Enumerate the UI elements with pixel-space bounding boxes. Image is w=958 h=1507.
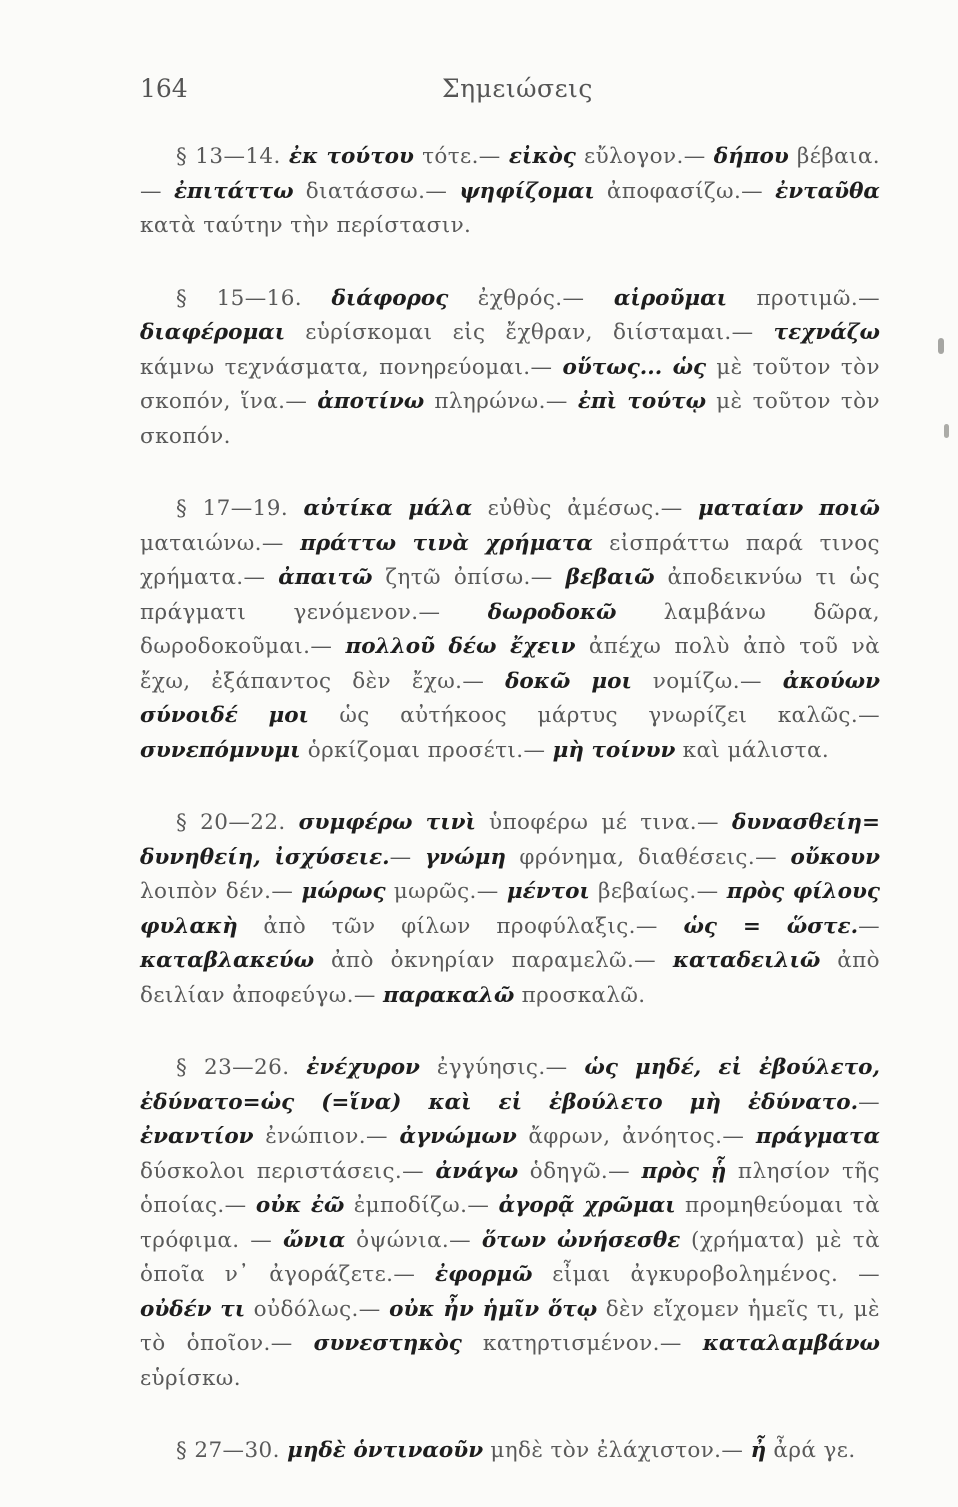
- gloss-text: καὶ μάλιστα.: [675, 737, 830, 763]
- glossed-term: ἐφορμῶ: [435, 1262, 533, 1287]
- gloss-text: εἶμαι ἀγκυροβολημένος. —: [532, 1262, 880, 1287]
- glossed-term: δοκῶ μοι: [505, 668, 632, 694]
- bleed-through-mark: [944, 424, 949, 438]
- gloss-text: βεβαίως.—: [589, 879, 727, 904]
- gloss-text: φρόνημα, διαθέσεις.—: [505, 844, 791, 870]
- bleed-through-mark: [938, 338, 944, 354]
- glossed-term: ἐπὶ τούτῳ: [577, 389, 707, 414]
- gloss-text: εὑρίσκομαι εἰς ἔχθραν, διίσταμαι.—: [285, 320, 774, 345]
- glossed-term: οὔκουν: [790, 844, 880, 870]
- gloss-text: ὁρκίζομαι προσέτι.—: [300, 737, 553, 763]
- glossed-term: αὐτίκα μάλα: [303, 496, 473, 521]
- gloss-text: δύσκολοι περιστάσεις.—: [140, 1158, 436, 1184]
- gloss-text: ἀπὸ τῶν φίλων προφύλαξις.—: [237, 913, 684, 939]
- glossed-term: ἀκούων σύνοιδέ μοι: [140, 668, 881, 728]
- glossed-term: διαφέρομαι: [140, 320, 286, 345]
- gloss-text: πλησίον τῆς ὁποίας.—: [140, 1158, 880, 1218]
- gloss-text: λαμβάνω δῶρα, δωροδοκοῦμαι.—: [140, 599, 880, 659]
- gloss-text: ὡς αὐτήκοος μάρτυς γνωρίζει καλῶς.—: [308, 703, 880, 728]
- glossed-term: αἱροῦμαι: [613, 285, 728, 311]
- gloss-text: τότε.—: [413, 144, 509, 169]
- glossed-term: συνεστηκὸς: [313, 1331, 462, 1356]
- glossed-term: μέντοι: [506, 879, 590, 904]
- glossed-term: ἐπιτάττω: [173, 178, 294, 204]
- page-number: 164: [140, 74, 188, 103]
- running-title: Σημειώσεις: [442, 74, 593, 103]
- gloss-text: ἀποφασίζω.—: [594, 178, 776, 204]
- gloss-text: προμηθεύομαι τὰ τρόφιμα. —: [140, 1193, 880, 1253]
- gloss-text: —: [858, 913, 880, 939]
- glossed-term: συνεπόμνυμι: [140, 737, 301, 763]
- gloss-text: κατηρτισμένον.—: [461, 1331, 703, 1356]
- note-paragraph: [140, 806, 880, 1013]
- glossed-term: εἰκὸς: [508, 144, 576, 169]
- glossed-term: διάφορος: [331, 285, 449, 311]
- gloss-text: ἀπὸ δειλίαν ἀποφεύγω.—: [140, 948, 880, 1008]
- glossed-term: πράττω τινὰ χρήματα: [300, 530, 593, 556]
- glossed-term: ἐκ τούτου: [288, 144, 414, 169]
- gloss-text: μηδὲ τὸν ἐλάχιστον.—: [483, 1438, 751, 1463]
- gloss-text: βέβαια.—: [140, 144, 880, 204]
- glossed-term: δυνασθείη= δυνηθείη, ἰσχύσειε.: [140, 810, 880, 870]
- gloss-text: ἀπέχω πολὺ ἀπὸ τοῦ νὰ ἔχω, ἐξάπαντος δὲν ἔχω.—: [140, 634, 880, 694]
- gloss-text: ἄφρων, ἀνόητος.—: [516, 1124, 756, 1149]
- gloss-text: μωρῶς.—: [385, 879, 507, 904]
- glossed-term: γνώμη: [425, 844, 506, 870]
- gloss-text: ἐνώπιον.—: [253, 1124, 400, 1149]
- note-paragraph: [140, 140, 880, 244]
- gloss-text: προτιμῶ.—: [727, 285, 880, 311]
- note-paragraph: [140, 492, 880, 768]
- gloss-text: ζητῶ ὀπίσω.—: [372, 565, 566, 590]
- gloss-text: § 15—16.: [176, 285, 332, 311]
- gloss-text: ἐμποδίζω.—: [344, 1193, 499, 1218]
- glossed-term: ὅτων ὠνήσεσθε: [481, 1227, 681, 1253]
- note-paragraph: [140, 282, 880, 455]
- gloss-text: ἆρά γε.: [766, 1438, 856, 1463]
- gloss-text: μὲ τοῦτον τὸν σκοπόν.: [140, 389, 880, 449]
- glossed-term: μηδὲ ὁντιναοῦν: [287, 1438, 484, 1463]
- glossed-term: ἀνάγω: [435, 1158, 519, 1184]
- gloss-text: —: [858, 1089, 880, 1115]
- gloss-text: —: [389, 844, 425, 870]
- notes-body: [140, 140, 880, 1507]
- running-header: [140, 74, 880, 114]
- glossed-term: μώρως: [301, 879, 386, 904]
- glossed-term: καταβλακεύω: [140, 948, 315, 973]
- glossed-term: ὡς = ὥστε.: [683, 913, 859, 939]
- glossed-term: συμφέρω τινὶ: [298, 810, 476, 835]
- glossed-term: ὡς μηδέ, εἰ ἐβούλετο, ἐδύνατο=ὡς (=ἵνα) καὶ εἰ ἐβούλετο μὴ ἐδύνατο.: [140, 1055, 880, 1115]
- glossed-term: ἀποτίνω: [317, 389, 425, 414]
- glossed-term: ἐνέχυρον: [306, 1055, 420, 1080]
- glossed-term: ματαίαν ποιῶ: [698, 496, 880, 521]
- gloss-text: εἰσπράττω παρά τινος χρήματα.—: [140, 530, 880, 590]
- gloss-text: ματαιώνω.—: [140, 530, 301, 556]
- gloss-text: § 17—19.: [176, 496, 304, 521]
- gloss-text: λοιπὸν δέν.—: [140, 879, 302, 904]
- glossed-term: ἀγορᾷ χρῶμαι: [498, 1193, 676, 1218]
- glossed-term: δωροδοκῶ: [487, 599, 617, 625]
- gloss-text: § 20—22.: [176, 810, 299, 835]
- glossed-term: καταλαμβάνω: [702, 1331, 880, 1356]
- glossed-term: οὐκ ἦν ἡμῖν ὅτῳ: [389, 1296, 598, 1322]
- gloss-text: προσκαλῶ.: [514, 982, 646, 1008]
- gloss-text: εὔλογον.—: [575, 144, 714, 169]
- glossed-term: ἐνταῦθα: [775, 178, 880, 204]
- gloss-text: § 13—14.: [176, 144, 289, 169]
- gloss-text: εὑρίσκω.: [140, 1365, 241, 1391]
- glossed-term: τεχνάζω: [773, 320, 880, 345]
- note-paragraph: [140, 1051, 880, 1396]
- glossed-term: ἀπαιτῶ: [278, 565, 373, 590]
- glossed-term: οὐδέν τι: [140, 1296, 246, 1322]
- glossed-term: ἀγνώμων: [399, 1124, 517, 1149]
- gloss-text: ἐχθρός.—: [448, 285, 614, 311]
- gloss-text: κατὰ ταύτην τὴν περίστασιν.: [140, 213, 472, 238]
- glossed-term: βεβαιῶ: [565, 565, 655, 590]
- glossed-term: μὴ τοίνυν: [552, 737, 676, 763]
- gloss-text: ὀψώνια.—: [345, 1227, 482, 1253]
- gloss-text: ἀποδεικνύω τι ὡς πράγματι γενόμενον.—: [140, 565, 881, 625]
- gloss-text: οὐδόλως.—: [245, 1296, 390, 1322]
- note-paragraph: [140, 1434, 880, 1469]
- gloss-text: § 23—26.: [176, 1055, 307, 1080]
- gloss-text: κάμνω τεχνάσματα, πονηρεύομαι.—: [140, 354, 563, 380]
- glossed-term: ὤνια: [282, 1227, 346, 1253]
- gloss-text: ὑποφέρω μέ τινα.—: [475, 810, 732, 835]
- glossed-term: ἦ: [750, 1438, 767, 1463]
- glossed-term: οὕτως... ὡς: [562, 354, 707, 380]
- gloss-text: πληρώνω.—: [424, 389, 578, 414]
- glossed-term: πρὸς φίλους φυλακὴ: [140, 879, 880, 939]
- glossed-term: ψηφίζομαι: [459, 178, 595, 204]
- glossed-term: καταδειλιῶ: [672, 948, 821, 973]
- glossed-term: δήπου: [713, 144, 789, 169]
- gloss-text: μὲ τοῦτον τὸν σκοπόν, ἵνα.—: [140, 354, 880, 414]
- glossed-term: πρὸς ᾗ: [641, 1158, 727, 1184]
- gloss-text: διατάσσω.—: [293, 178, 460, 204]
- gloss-text: εὐθὺς ἀμέσως.—: [472, 496, 699, 521]
- gloss-text: ἐγγύησις.—: [419, 1055, 585, 1080]
- gloss-text: ὁδηγῶ.—: [518, 1158, 642, 1184]
- glossed-term: πράγματα: [755, 1124, 880, 1149]
- gloss-text: ἀπὸ ὀκνηρίαν παραμελῶ.—: [314, 948, 673, 973]
- glossed-term: οὐκ ἐῶ: [255, 1193, 345, 1218]
- gloss-text: (χρήματα) μὲ τὰ ὁποῖα ν᾽ ἀγοράζετε.—: [140, 1227, 881, 1287]
- glossed-term: παρακαλῶ: [383, 982, 515, 1008]
- gloss-text: § 27—30.: [176, 1438, 288, 1463]
- gloss-text: νομίζω.—: [631, 668, 783, 694]
- gloss-text: δὲν εἴχομεν ἡμεῖς τι, μὲ τὸ ὁποῖον.—: [140, 1296, 880, 1356]
- glossed-term: πολλοῦ δέω ἔχειν: [345, 634, 576, 659]
- glossed-term: ἐναντίον: [140, 1124, 254, 1149]
